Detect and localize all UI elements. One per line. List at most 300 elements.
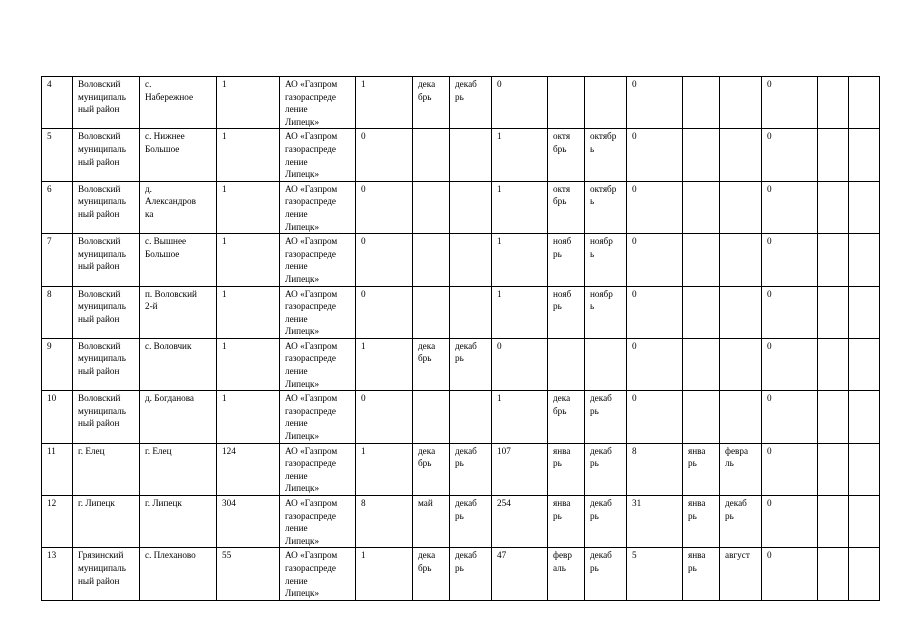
row-number-cell-text: 13 (47, 550, 57, 561)
row-number-cell (42, 234, 73, 286)
row-number-cell-text: 11 (47, 445, 56, 456)
stage2-count-cell-text: 1 (497, 393, 502, 404)
stage4-count-cell (762, 391, 818, 443)
row-number-cell (42, 286, 73, 338)
stage3-end-month-cell-text: август (725, 550, 750, 561)
locality-cell (140, 548, 217, 600)
stage3-start-month-cell-text: янва рь (688, 445, 706, 469)
extra-cell-2 (849, 286, 880, 338)
stage1-start-month-cell (413, 496, 450, 548)
object-count-cell (217, 77, 280, 129)
stage3-count-cell (627, 234, 683, 286)
stage4-count-cell (762, 129, 818, 181)
row-number-cell (42, 338, 73, 390)
stage3-count-cell-text: 0 (632, 131, 637, 142)
organization-cell (280, 129, 356, 181)
row-number-cell-text: 9 (47, 340, 52, 351)
stage3-end-month-cell-text: декаб рь (725, 498, 747, 521)
row-number-cell-text: 12 (47, 498, 57, 508)
stage2-end-month-cell (585, 496, 627, 548)
stage1-end-month-cell (450, 391, 492, 443)
stage1-start-month-cell (413, 77, 450, 129)
object-count-cell (217, 443, 280, 495)
locality-cell-text: с. Плеханово (145, 550, 196, 561)
stage4-count-cell-text: 0 (767, 131, 772, 142)
stage1-start-month-cell (413, 286, 450, 338)
organization-cell (280, 234, 356, 286)
object-count-cell-text: 1 (222, 340, 227, 351)
stage4-count-cell (762, 548, 818, 600)
stage1-start-month-cell-text: дека брь (418, 79, 436, 102)
extra-cell-1 (818, 286, 849, 338)
stage2-end-month-cell-text: декаб рь (590, 445, 612, 469)
stage3-count-cell (627, 338, 683, 390)
extra-cell-1 (818, 443, 849, 495)
stage2-start-month-cell-text: нояб рь (553, 288, 572, 312)
row-number-cell (42, 443, 73, 495)
stage2-start-month-cell (548, 181, 585, 233)
stage2-end-month-cell (585, 286, 627, 338)
stage1-start-month-cell (413, 391, 450, 443)
gasification-table (41, 76, 880, 601)
stage4-count-cell-text: 0 (767, 550, 772, 561)
stage2-count-cell-text: 1 (497, 131, 502, 142)
stage2-start-month-cell-text: янва рь (553, 498, 571, 521)
stage3-end-month-cell (720, 129, 762, 181)
district-cell (73, 443, 140, 495)
stage1-end-month-cell (450, 443, 492, 495)
extra-cell-1 (818, 129, 849, 181)
stage4-count-cell (762, 443, 818, 495)
row-number-cell-text: 10 (47, 393, 57, 404)
stage2-count-cell (492, 338, 548, 390)
stage3-start-month-cell (683, 496, 720, 548)
stage2-end-month-cell (585, 77, 627, 129)
stage3-start-month-cell (683, 181, 720, 233)
stage2-start-month-cell-text: нояб рь (553, 236, 572, 259)
district-cell-text: г. Липецк (78, 498, 115, 508)
stage1-start-month-cell (413, 548, 450, 600)
stage1-count-cell (356, 129, 413, 181)
stage2-count-cell-text: 0 (497, 79, 502, 89)
stage2-end-month-cell (585, 443, 627, 495)
locality-cell (140, 129, 217, 181)
stage1-count-cell (356, 548, 413, 600)
stage3-count-cell (627, 77, 683, 129)
organization-cell-text: АО «Газпром газораспреде ление Липецк» (285, 445, 338, 494)
stage3-count-cell-text: 31 (632, 498, 642, 508)
stage3-start-month-cell (683, 338, 720, 390)
district-cell (73, 548, 140, 600)
row-number-cell-text: 7 (47, 236, 52, 247)
stage1-end-month-cell (450, 286, 492, 338)
locality-cell (140, 391, 217, 443)
organization-cell (280, 181, 356, 233)
extra-cell-2 (849, 443, 880, 495)
stage2-end-month-cell (585, 129, 627, 181)
stage4-count-cell-text: 0 (767, 340, 772, 351)
organization-cell-text: АО «Газпром газораспреде ление Липецк» (285, 131, 338, 180)
stage4-count-cell-text: 0 (767, 498, 772, 508)
stage3-count-cell-text: 0 (632, 340, 637, 351)
stage4-count-cell (762, 77, 818, 129)
stage3-start-month-cell-text: янва рь (688, 498, 706, 521)
row-number-cell (42, 181, 73, 233)
object-count-cell-text: 1 (222, 288, 227, 299)
stage1-end-month-cell (450, 548, 492, 600)
organization-cell (280, 391, 356, 443)
stage2-start-month-cell-text: февр аль (553, 550, 572, 573)
table-row (42, 443, 880, 495)
district-cell-text: Воловский муниципаль ный район (78, 236, 126, 272)
extra-cell-1 (818, 496, 849, 548)
extra-cell-2 (849, 548, 880, 600)
district-cell-text: Воловский муниципаль ный район (78, 131, 126, 167)
extra-cell-1 (818, 548, 849, 600)
extra-cell-2 (849, 338, 880, 390)
organization-cell (280, 77, 356, 129)
stage2-start-month-cell (548, 234, 585, 286)
stage1-start-month-cell-text: май (418, 498, 433, 508)
table-row (42, 234, 880, 286)
stage2-end-month-cell (585, 338, 627, 390)
stage2-count-cell (492, 129, 548, 181)
stage2-start-month-cell (548, 77, 585, 129)
object-count-cell-text: 1 (222, 236, 227, 247)
stage2-count-cell-text: 1 (497, 288, 502, 299)
row-number-cell-text: 4 (47, 79, 52, 89)
stage1-count-cell-text: 1 (361, 445, 366, 456)
district-cell (73, 77, 140, 129)
district-cell-text: Воловский муниципаль ный район (78, 79, 126, 115)
locality-cell-text: д. Богданова (145, 393, 195, 404)
object-count-cell-text: 304 (222, 498, 236, 508)
table-row (42, 77, 880, 129)
locality-cell (140, 77, 217, 129)
stage1-count-cell-text: 1 (361, 550, 366, 561)
stage1-count-cell (356, 181, 413, 233)
stage1-count-cell (356, 338, 413, 390)
locality-cell-text: г. Елец (145, 445, 172, 456)
district-cell-text: Воловский муниципаль ный район (78, 393, 126, 429)
stage3-start-month-cell (683, 286, 720, 338)
stage2-start-month-cell (548, 286, 585, 338)
row-number-cell (42, 548, 73, 600)
stage2-count-cell (492, 234, 548, 286)
stage2-end-month-cell-text: октябр ь (590, 183, 617, 207)
stage1-start-month-cell (413, 181, 450, 233)
stage3-end-month-cell (720, 548, 762, 600)
extra-cell-1 (818, 234, 849, 286)
stage3-start-month-cell-text: янва рь (688, 550, 706, 573)
stage3-count-cell-text: 5 (632, 550, 637, 561)
stage1-end-month-cell-text: декаб рь (455, 79, 477, 102)
row-number-cell (42, 391, 73, 443)
stage2-count-cell (492, 496, 548, 548)
stage1-count-cell-text: 8 (361, 498, 366, 508)
stage1-start-month-cell-text: дека брь (418, 550, 436, 573)
stage1-end-month-cell (450, 496, 492, 548)
stage2-start-month-cell-text: дека брь (553, 393, 571, 416)
locality-cell (140, 496, 217, 548)
stage1-end-month-cell-text: декаб рь (455, 498, 477, 521)
stage1-end-month-cell (450, 129, 492, 181)
stage2-start-month-cell (548, 548, 585, 600)
stage2-count-cell-text: 1 (497, 236, 502, 247)
stage1-start-month-cell-text: дека брь (418, 445, 436, 469)
stage1-count-cell-text: 0 (361, 288, 366, 299)
stage3-count-cell-text: 0 (632, 288, 637, 299)
row-number-cell-text: 8 (47, 288, 52, 299)
stage1-count-cell (356, 443, 413, 495)
stage1-count-cell (356, 77, 413, 129)
stage1-end-month-cell (450, 181, 492, 233)
stage2-end-month-cell-text: октябр ь (590, 131, 617, 154)
stage3-end-month-cell (720, 338, 762, 390)
object-count-cell (217, 391, 280, 443)
organization-cell-text: АО «Газпром газораспреде ление Липецк» (285, 498, 338, 546)
row-number-cell (42, 496, 73, 548)
row-number-cell-text: 6 (47, 183, 52, 194)
organization-cell-text: АО «Газпром газораспреде ление Липецк» (285, 340, 338, 389)
stage2-count-cell (492, 77, 548, 129)
district-cell (73, 234, 140, 286)
stage4-count-cell (762, 496, 818, 548)
district-cell-text: Воловский муниципаль ный район (78, 340, 126, 377)
organization-cell (280, 548, 356, 600)
stage1-count-cell (356, 391, 413, 443)
stage2-count-cell-text: 47 (497, 550, 507, 561)
stage1-end-month-cell-text: декаб рь (455, 550, 477, 573)
stage1-count-cell-text: 1 (361, 79, 366, 89)
stage2-end-month-cell (585, 234, 627, 286)
stage4-count-cell-text: 0 (767, 183, 772, 194)
locality-cell-text: с. Воловчик (145, 340, 192, 351)
extra-cell-2 (849, 181, 880, 233)
district-cell-text: Воловский муниципаль ный район (78, 183, 126, 219)
stage1-count-cell-text: 0 (361, 131, 366, 142)
stage2-count-cell (492, 443, 548, 495)
organization-cell-text: АО «Газпром газораспреде ление Липецк» (285, 183, 338, 232)
stage2-end-month-cell-text: декаб рь (590, 498, 612, 521)
stage3-count-cell-text: 0 (632, 79, 637, 89)
stage1-count-cell-text: 0 (361, 183, 366, 194)
organization-cell (280, 496, 356, 548)
object-count-cell-text: 1 (222, 131, 227, 142)
stage4-count-cell-text: 0 (767, 445, 772, 456)
extra-cell-2 (849, 234, 880, 286)
district-cell (73, 338, 140, 390)
locality-cell (140, 443, 217, 495)
stage3-count-cell-text: 0 (632, 183, 637, 194)
stage4-count-cell-text: 0 (767, 79, 772, 89)
stage1-start-month-cell (413, 234, 450, 286)
stage3-count-cell (627, 181, 683, 233)
locality-cell-text: с. Нижнее Большое (145, 131, 185, 154)
stage3-count-cell-text: 0 (632, 236, 637, 247)
stage2-end-month-cell-text: ноябр ь (590, 236, 613, 259)
stage3-count-cell (627, 391, 683, 443)
stage4-count-cell-text: 0 (767, 236, 772, 247)
stage3-start-month-cell (683, 77, 720, 129)
stage2-count-cell-text: 107 (497, 445, 511, 456)
table-row (42, 338, 880, 390)
stage1-start-month-cell (413, 129, 450, 181)
stage1-count-cell-text: 0 (361, 393, 366, 404)
district-cell (73, 286, 140, 338)
row-number-cell-text: 5 (47, 131, 52, 142)
stage1-start-month-cell (413, 443, 450, 495)
stage2-count-cell-text: 0 (497, 340, 502, 351)
stage2-start-month-cell-text: янва рь (553, 445, 571, 469)
organization-cell-text: АО «Газпром газораспреде ление Липецк» (285, 79, 338, 127)
extra-cell-1 (818, 77, 849, 129)
stage3-count-cell (627, 548, 683, 600)
district-cell (73, 129, 140, 181)
stage3-end-month-cell (720, 496, 762, 548)
stage2-start-month-cell (548, 129, 585, 181)
stage2-start-month-cell-text: октя брь (553, 131, 571, 154)
stage3-end-month-cell (720, 77, 762, 129)
stage1-start-month-cell-text: дека брь (418, 340, 436, 364)
object-count-cell (217, 496, 280, 548)
district-cell (73, 496, 140, 548)
object-count-cell (217, 181, 280, 233)
stage1-count-cell (356, 496, 413, 548)
locality-cell (140, 234, 217, 286)
stage2-start-month-cell-text: октя брь (553, 183, 571, 207)
organization-cell-text: АО «Газпром газораспреде ление Липецк» (285, 393, 338, 442)
stage1-count-cell-text: 0 (361, 236, 366, 247)
object-count-cell (217, 338, 280, 390)
extra-cell-1 (818, 181, 849, 233)
stage2-end-month-cell-text: декаб рь (590, 393, 612, 416)
district-cell (73, 391, 140, 443)
organization-cell (280, 443, 356, 495)
table-row (42, 391, 880, 443)
stage4-count-cell-text: 0 (767, 393, 772, 404)
object-count-cell (217, 129, 280, 181)
stage3-count-cell-text: 8 (632, 445, 637, 456)
stage1-end-month-cell (450, 338, 492, 390)
stage2-end-month-cell (585, 548, 627, 600)
stage1-start-month-cell (413, 338, 450, 390)
stage1-count-cell (356, 234, 413, 286)
stage2-end-month-cell-text: декаб рь (590, 550, 612, 573)
table-row (42, 496, 880, 548)
stage1-end-month-cell (450, 234, 492, 286)
locality-cell-text: г. Липецк (145, 498, 182, 508)
object-count-cell-text: 124 (222, 445, 236, 456)
object-count-cell-text: 1 (222, 393, 227, 404)
stage2-end-month-cell (585, 391, 627, 443)
stage2-start-month-cell (548, 338, 585, 390)
stage3-start-month-cell (683, 129, 720, 181)
district-cell-text: г. Елец (78, 445, 105, 456)
object-count-cell (217, 286, 280, 338)
locality-cell (140, 286, 217, 338)
organization-cell-text: АО «Газпром газораспреде ление Липецк» (285, 236, 338, 284)
extra-cell-2 (849, 129, 880, 181)
stage2-count-cell (492, 286, 548, 338)
locality-cell-text: д. Александров ка (145, 183, 196, 219)
locality-cell (140, 338, 217, 390)
extra-cell-2 (849, 496, 880, 548)
row-number-cell (42, 77, 73, 129)
stage2-start-month-cell (548, 391, 585, 443)
table-row (42, 286, 880, 338)
stage4-count-cell (762, 181, 818, 233)
stage1-end-month-cell-text: декаб рь (455, 445, 477, 469)
stage2-count-cell (492, 548, 548, 600)
object-count-cell (217, 548, 280, 600)
organization-cell (280, 286, 356, 338)
stage2-end-month-cell (585, 181, 627, 233)
stage2-count-cell (492, 181, 548, 233)
stage4-count-cell (762, 286, 818, 338)
locality-cell-text: с. Набережное (145, 79, 194, 102)
stage3-end-month-cell-text: февра ль (725, 445, 749, 469)
locality-cell (140, 181, 217, 233)
object-count-cell-text: 55 (222, 550, 232, 561)
stage2-count-cell-text: 254 (497, 498, 511, 508)
extra-cell-1 (818, 338, 849, 390)
extra-cell-2 (849, 77, 880, 129)
stage1-end-month-cell (450, 77, 492, 129)
organization-cell-text: АО «Газпром газораспреде ление Липецк» (285, 288, 338, 337)
stage4-count-cell (762, 338, 818, 390)
stage1-end-month-cell-text: декаб рь (455, 340, 477, 364)
stage3-count-cell (627, 496, 683, 548)
stage3-end-month-cell (720, 443, 762, 495)
stage3-end-month-cell (720, 181, 762, 233)
object-count-cell (217, 234, 280, 286)
stage3-count-cell (627, 443, 683, 495)
stage2-count-cell-text: 1 (497, 183, 502, 194)
table-body (42, 77, 880, 601)
locality-cell-text: п. Воловский 2-й (145, 288, 197, 312)
locality-cell-text: с. Вышнее Большое (145, 236, 187, 259)
stage3-count-cell-text: 0 (632, 393, 637, 404)
object-count-cell-text: 1 (222, 183, 227, 194)
stage3-start-month-cell (683, 548, 720, 600)
table-row (42, 548, 880, 600)
stage3-start-month-cell (683, 391, 720, 443)
object-count-cell-text: 1 (222, 79, 227, 89)
district-cell (73, 181, 140, 233)
stage2-start-month-cell (548, 496, 585, 548)
district-cell-text: Воловский муниципаль ный район (78, 288, 126, 324)
stage3-count-cell (627, 286, 683, 338)
stage4-count-cell-text: 0 (767, 288, 772, 299)
organization-cell-text: АО «Газпром газораспреде ление Липецк» (285, 550, 338, 599)
stage1-count-cell-text: 1 (361, 340, 366, 351)
stage3-start-month-cell (683, 443, 720, 495)
district-cell-text: Грязинский муниципаль ный район (78, 550, 126, 586)
stage3-count-cell (627, 129, 683, 181)
stage3-start-month-cell (683, 234, 720, 286)
organization-cell (280, 338, 356, 390)
table-row (42, 181, 880, 233)
stage2-count-cell (492, 391, 548, 443)
stage3-end-month-cell (720, 286, 762, 338)
stage1-count-cell (356, 286, 413, 338)
stage4-count-cell (762, 234, 818, 286)
extra-cell-2 (849, 391, 880, 443)
stage3-end-month-cell (720, 391, 762, 443)
extra-cell-1 (818, 391, 849, 443)
row-number-cell (42, 129, 73, 181)
